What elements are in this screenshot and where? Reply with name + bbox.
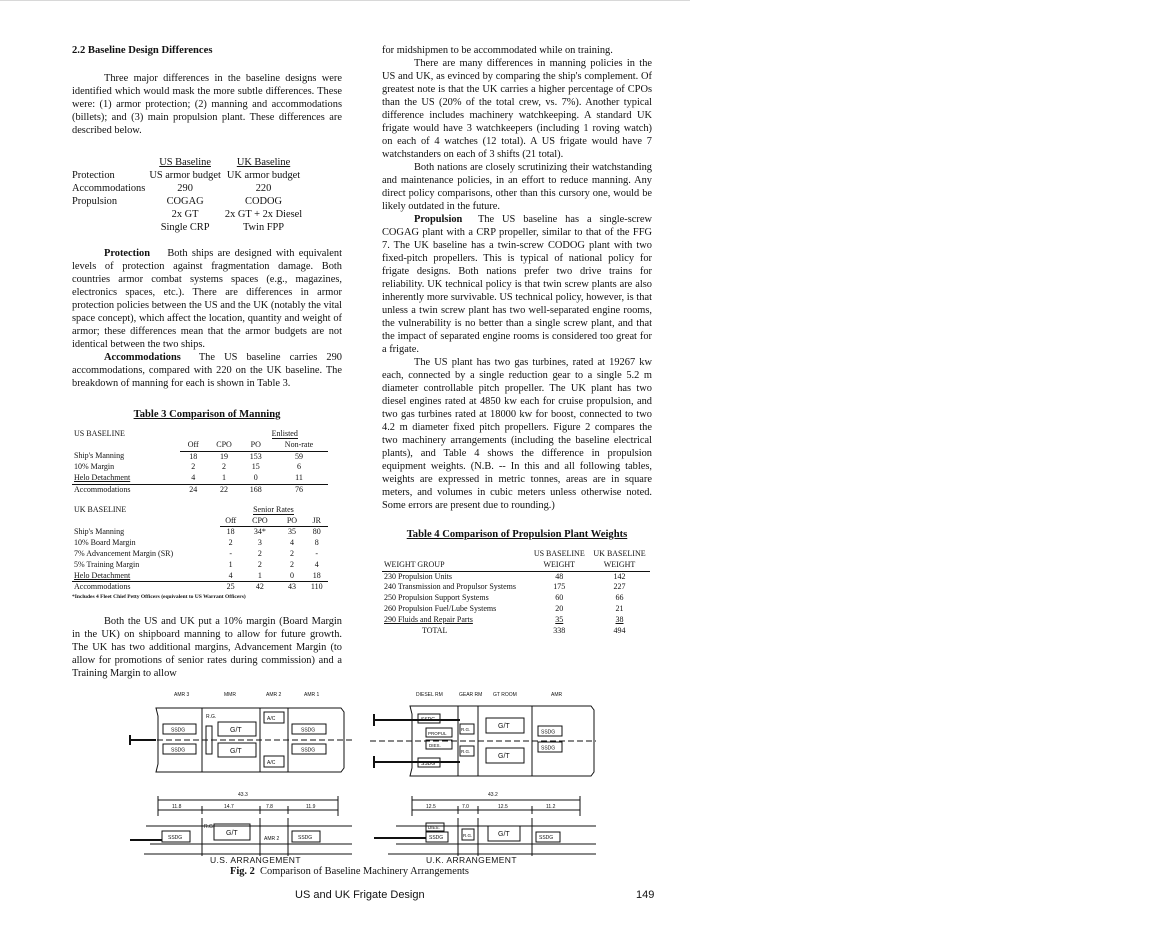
us-ssdg-label: SSDG (298, 835, 313, 841)
us-baseline-header: US Baseline (159, 157, 211, 168)
row-label: 250 Propulsion Support Systems (384, 593, 489, 603)
table4 (382, 549, 650, 636)
propulsion-text: The US baseline has a single-screw COGAG plant with a CRP propeller, similar to that of the FFG 7. The UK baseline has a twin-screw CODOG plant with two fixed-pitch propellers. This is typical of national policy for frigate designs. Both nations prefer two drive trains for reliability. UK technical policy is that twin screw plants are also inherently more survivable. US technical policy, however, is that unless a twin screw plant has two well-separated engine rooms, the vulnerability is no better than a single screw plant, and that the impact of separated engine rooms is considered too great for a frigate. (382, 214, 652, 355)
col-header: Non-rate (270, 440, 328, 451)
uk-ssdg-label: SSDG (421, 717, 436, 723)
cell: 2 (289, 559, 294, 569)
us-total-length: 43.3 (238, 792, 248, 798)
propulsion-paragraph (382, 213, 652, 356)
us-plan-view (130, 692, 352, 772)
cell: 2 (257, 548, 262, 558)
col-header: Off (220, 516, 241, 527)
cell: 153 (249, 451, 262, 461)
cell: 19 (220, 451, 229, 461)
uk-dimensions (412, 792, 580, 816)
table-row (382, 604, 650, 615)
us-gt-label: G/T (230, 727, 242, 734)
us-seg-length: 11.8 (172, 804, 182, 810)
us-gt-label: G/T (226, 830, 238, 837)
us-amr3-label: AMR 3 (174, 692, 190, 698)
cell: 3 (257, 538, 262, 548)
cell: 2 (191, 462, 196, 472)
protection-text: Both ships are designed with equivalent levels of protection against fragmentation damage. Both countries armor combat systems spaces (e.g., magazines, electronics spaces, etc.). There are differences in armor protection policies between the US and the UK (notably the vital space concept), which affect the location, quantity and weight of armor; these differences mean that the armor budgets are not identical between the two ships. (72, 248, 343, 350)
baseline-comparison-table (70, 156, 304, 234)
uk-gt-label: G/T (498, 753, 510, 760)
figure-caption (230, 866, 469, 877)
cell: 0 (289, 570, 294, 580)
cell: 2x GT (171, 209, 199, 220)
cell: CODOG (245, 196, 282, 207)
table-row (72, 462, 328, 473)
uk-dies-label: DIES. (429, 743, 441, 748)
left-column (72, 44, 342, 680)
row-label: Helo Detachment (74, 570, 131, 580)
us-rg-label: R.G. (206, 714, 217, 720)
table-row-total (72, 484, 328, 495)
cell: 1 (228, 559, 233, 569)
cell: 15 (251, 462, 260, 472)
uk-dies-label: DIES. (428, 825, 440, 830)
cell: 2 (289, 548, 294, 558)
table-row (72, 473, 328, 484)
cell: 42 (241, 582, 278, 593)
us-ssdg-label: SSDG (301, 747, 316, 754)
right-column (382, 44, 652, 636)
cell: 35 (287, 527, 296, 537)
machinery-arrangement-figure (126, 686, 666, 866)
us-rg-label: R.G. (204, 824, 215, 830)
cell: 24 (180, 484, 207, 495)
uk-baseline-title: UK BASELINE (74, 504, 127, 514)
uk-amr-label: AMR (551, 692, 563, 698)
table-row (72, 527, 328, 538)
table-row (382, 582, 650, 593)
uk-propul-label: PROPUL (428, 731, 447, 736)
section-heading: 2.2 Baseline Design Differences (72, 45, 213, 56)
col-header: PO (278, 516, 305, 527)
cell: 0 (253, 473, 258, 483)
manning-policy-paragraph: There are many differences in manning policies in the US and UK, as evinced by comparing the ship's complement. Of greatest note is that the UK carries a higher percentage of CPOs than the US (20% of the total crew, vs. 7%). Another typical difference includes machinery watchkeeping. A standard UK frigate would have 3 watchkeepers (including 1 roving watch) on each of 4 watches (12 total). A US frigate would have 7 watchstanders on each of 3 shifts (21 total). (382, 58, 652, 160)
cell: 20 (555, 603, 564, 613)
cell: - (315, 548, 319, 558)
cell: 80 (312, 527, 321, 537)
uk-ssdg-label: SSDG (421, 761, 436, 767)
uk-baseline-col: UK BASELINE (593, 549, 646, 558)
us-seg-length: 11.9 (306, 804, 316, 810)
uk-seg-length: 11.2 (546, 804, 556, 810)
cell: Twin FPP (242, 222, 285, 233)
table3-uk (72, 505, 328, 593)
uk-plan-view (370, 692, 596, 776)
uk-ssdg-label: SSDG (539, 835, 554, 841)
cell: 22 (207, 484, 242, 495)
us-dimensions (158, 792, 338, 816)
uk-weight-header: WEIGHT (589, 560, 650, 571)
top-rule (0, 0, 690, 1)
col-header: CPO (207, 440, 242, 451)
midshipmen-paragraph: for midshipmen to be accommodated while on training. (382, 45, 613, 56)
row-label: 5% Training Margin (74, 559, 140, 569)
uk-diesel-rm-label: DIESEL RM (416, 692, 443, 698)
cell: 290 (177, 183, 193, 194)
row-label: 290 Fluids and Repair Parts (384, 614, 473, 624)
margins-paragraph: Both the US and UK put a 10% margin (Board Margin in the UK) on shipboard manning to allow for future growth. The UK has two additional margins, Advancement Margin (to allow for promotions of senior rates during commission) and a Training Margin to allow (72, 616, 342, 680)
table-row (382, 615, 650, 626)
cell: 227 (613, 582, 626, 592)
cell: 2 (257, 559, 262, 569)
enlisted-header: Enlisted (271, 429, 298, 438)
page-number: 149 (636, 889, 655, 901)
uk-gt-label: G/T (498, 723, 510, 730)
cell: 168 (242, 484, 271, 495)
us-amr2-profile-label: AMR 2 (264, 836, 280, 842)
us-seg-length: 7.8 (266, 804, 273, 810)
cell: 2 (222, 462, 227, 472)
protection-title: Protection (104, 248, 150, 259)
row-label: 7% Advancement Margin (SR) (74, 548, 174, 558)
cell: 1 (222, 473, 227, 483)
row-label: Accommodations (72, 183, 146, 194)
row-label (70, 208, 147, 221)
us-ssdg-label: SSDG (168, 835, 183, 841)
table3-footnote: *Includes 4 Fleet Chief Petty Officers (equivalent to US Warrant Officers) (72, 594, 246, 601)
cell: 4 (191, 473, 196, 483)
row-label: Helo Detachment (74, 473, 131, 483)
uk-gt-room-label: GT ROOM (493, 692, 517, 698)
table-row (72, 451, 328, 462)
us-ac-label: A/C (267, 716, 276, 722)
us-baseline-title: US BASELINE (74, 429, 125, 438)
cell: 110 (305, 582, 328, 593)
col-header: Off (180, 440, 207, 451)
cell: 59 (295, 451, 304, 461)
cell: 220 (255, 183, 272, 194)
cell: 2x GT + 2x Diesel (224, 209, 303, 220)
cell: 142 (613, 571, 626, 581)
cell: 66 (615, 593, 624, 603)
cell: 6 (297, 462, 302, 472)
weight-group-header: WEIGHT GROUP (382, 560, 530, 571)
us-ssdg-label: SSDG (171, 747, 186, 754)
uk-baseline-header: UK Baseline (236, 157, 291, 168)
row-label: Protection (72, 170, 115, 181)
uk-rg-label: R.G. (461, 749, 471, 754)
uk-rg-label: R.G. (463, 833, 473, 838)
table3-us (72, 429, 328, 496)
us-seg-length: 14.7 (224, 804, 234, 810)
table-row (382, 593, 650, 604)
uk-seg-length: 7.0 (462, 804, 469, 810)
table-row (382, 571, 650, 582)
table-row-total (382, 626, 650, 637)
cell: 18 (226, 527, 235, 537)
uk-seg-length: 12.5 (426, 804, 436, 810)
cell: 8 (314, 538, 319, 548)
uk-profile-view (374, 818, 596, 856)
table4-caption: Table 4 Comparison of Propulsion Plant Weights (406, 529, 628, 540)
uk-arrangement-label: U.K. ARRANGEMENT (426, 855, 517, 865)
row-label: 240 Transmission and Propulsor Systems (384, 582, 517, 592)
us-ssdg-label: SSDG (301, 727, 316, 734)
cell: 48 (555, 571, 564, 581)
cell: 2 (228, 538, 233, 548)
uk-ssdg-label: SSDG (541, 729, 556, 736)
cell: 60 (555, 593, 564, 603)
uk-ssdg-label: SSDG (541, 745, 556, 752)
cell: 35 (555, 614, 564, 624)
cell: 25 (220, 582, 241, 593)
cell: Single CRP (160, 222, 210, 233)
row-label: Accommodations (72, 582, 220, 593)
row-label: Accommodations (72, 484, 180, 495)
table-row (72, 560, 328, 571)
cell: 43 (278, 582, 305, 593)
row-label: Ship's Manning (74, 527, 125, 537)
cell: 18 (189, 451, 198, 461)
figure-caption-text: Comparison of Baseline Machinery Arrangements (260, 866, 469, 877)
uk-ssdg-label: SSDG (429, 835, 444, 841)
us-baseline-col: US BASELINE (533, 549, 585, 558)
col-header: JR (305, 516, 328, 527)
accommodations-text: The US baseline carries 290 accommodations, compared with 220 on the UK baseline. The breakdown of manning for each is shown in Table 3. (72, 352, 342, 389)
cell: 38 (615, 614, 624, 624)
table3-caption: Table 3 Comparison of Manning (133, 409, 281, 420)
table-row (72, 549, 328, 560)
us-mmr-label: MMR (224, 692, 236, 698)
row-label (70, 221, 147, 234)
propulsion-title: Propulsion (414, 214, 463, 225)
us-amr2-label: AMR 2 (266, 692, 282, 698)
us-amr1-label: AMR 1 (304, 692, 320, 698)
us-arrangement-label: U.S. ARRANGEMENT (210, 855, 301, 865)
accommodations-paragraph (72, 351, 342, 390)
protection-paragraph (72, 247, 342, 351)
us-gt-label: G/T (230, 748, 242, 755)
us-weight-header: WEIGHT (530, 560, 590, 571)
cell: 494 (613, 625, 626, 635)
cell: 1 (257, 570, 262, 580)
cell: 76 (270, 484, 328, 495)
row-label: 10% Board Margin (74, 538, 136, 548)
running-footer-title: US and UK Frigate Design (295, 889, 425, 901)
watchstanding-paragraph: Both nations are closely scrutinizing their watchstanding and maintenance policies, in an effort to reduce manning. Any direct policy comparisons, other than this cursory one, would be likely outdated in the future. (382, 162, 652, 212)
intro-paragraph: Three major differences in the baseline designs were identified which would mask the more subtle differences. These were: (1) armor protection; (2) manning and accommodations (billets); and (3) main propulsion plant. These differences are described below. (72, 73, 342, 136)
accommodations-title: Accommodations (104, 352, 181, 363)
us-profile-view (130, 818, 352, 856)
uk-seg-length: 12.5 (498, 804, 508, 810)
col-header: PO (242, 440, 271, 451)
cell: COGAG (166, 196, 204, 207)
row-label: 230 Propulsion Units (384, 571, 453, 581)
cell: 11 (295, 473, 303, 483)
table-row (72, 571, 328, 582)
row-label: Propulsion (72, 196, 118, 207)
cell: 175 (553, 582, 566, 592)
uk-total-length: 43.2 (488, 792, 498, 798)
cell: 4 (289, 538, 294, 548)
cell: UK armor budget (226, 170, 301, 181)
cell: - (229, 548, 233, 558)
cell: 21 (615, 603, 624, 613)
table-row-total (72, 582, 328, 593)
table-row (72, 538, 328, 549)
cell: 18 (312, 570, 321, 580)
cell: 34* (253, 527, 266, 537)
senior-rates-header: Senior Rates (253, 504, 294, 514)
cell: 338 (553, 625, 566, 635)
figure-number: Fig. 2 (230, 866, 255, 877)
cell: 4 (228, 570, 233, 580)
uk-rg-label: R.G. (461, 727, 471, 732)
row-label: TOTAL (422, 625, 448, 635)
row-label: Ship's Manning (74, 451, 125, 461)
row-label: 10% Margin (74, 462, 115, 472)
uk-gear-rm-label: GEAR RM (459, 692, 483, 698)
col-header: CPO (241, 516, 278, 527)
plant-paragraph: The US plant has two gas turbines, rated at 19267 kw each, connected by a single reduction gear to a single 5.2 m diameter controllable pitch propeller. The UK plant has two diesel engines rated at 4850 kw each for cruise propulsion, and two gas turbines rated at 18000 kw for boost, connected to two 4.2 m diameter fixed pitch propellers. Figure 2 compares the two machinery arrangements (including the baseline electrical plants), and Table 4 shows the difference in propulsion equipment weights. (N.B. -- In this and all following tables, weights are expressed in metric tonnes, areas are in square meters, and volumes in cubic meters unless otherwise noted. Some errors are present due to rounding.) (382, 357, 652, 511)
cell: 4 (314, 559, 319, 569)
cell: US armor budget (149, 170, 221, 181)
row-label: 260 Propulsion Fuel/Lube Systems (384, 603, 497, 613)
uk-gt-label: G/T (498, 831, 510, 838)
us-ac-label: A/C (267, 760, 276, 766)
us-ssdg-label: SSDG (171, 727, 186, 734)
